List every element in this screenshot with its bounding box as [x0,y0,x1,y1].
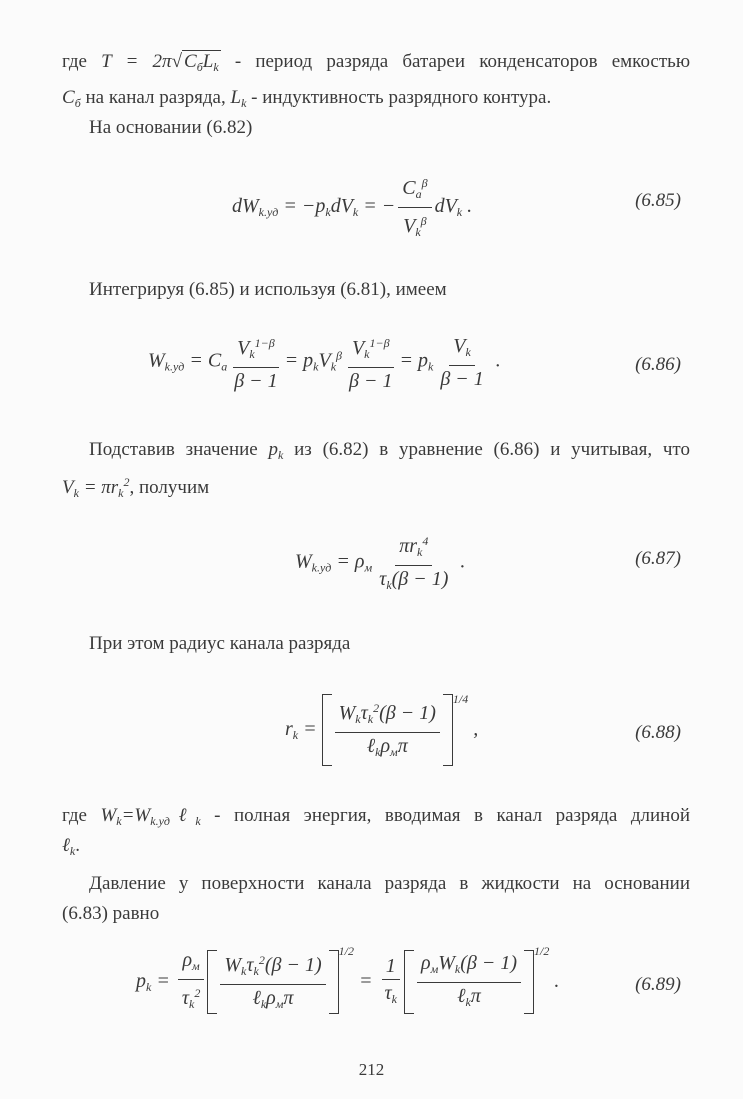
text-span: из (6.82) в уравнение (6.86) и учитывая, что [294,439,690,460]
text-span: где [62,51,87,72]
paragraph-line: (6.83) равно [62,903,160,924]
paragraph-line [62,470,690,505]
formula-inline: $p_k$ [268,439,284,462]
equation-6-87: $W_{k.уд} = \rho_м$ $\frac{\pi r_k^4}{\tau_k(\beta - 1)}$ . [295,530,465,596]
equation-6-88: $r_k$ = $\frac{W_k\tau_k^2(\beta - 1)}{\ell_k\rho_м\pi}$ $^{1/4}$ , [285,692,478,766]
paragraph-line: Давление у поверхности канала разряда в жидкости на основании [89,873,690,894]
equation-number: (6.87) [635,548,681,569]
formula-inline: $L_k$ [230,87,247,110]
formula-inline: ℓ$_k$ [62,835,76,858]
paragraph-line: Интегрируя (6.85) и используя (6.81), имеем [89,279,447,300]
equation-number: (6.85) [635,190,681,211]
page-number: 212 [358,1060,385,1079]
equation-number: (6.88) [635,722,681,743]
text-span: где [62,805,87,826]
formula-inline: T = 2π√ $C_бL_k$ [101,51,219,74]
formula-inline: $W_k=W_{k.уд}\ell_k$ [100,805,201,828]
paragraph-line [89,438,690,467]
equation-6-85: $dW_{k.уд} = -p_kdV_k$ = − $\frac{C_a^\beta}{V_k^\beta}$ $dV_k$ . [232,172,472,243]
equation-6-86: $W_{k.уд} = C_a$ $\frac{V_k^{1-\beta}}{\beta - 1}$ = $p_kV_k^\beta$ $\frac{V_k^{1-\beta}}{\beta - 1}$ = $p_k$ $\frac{V_k}{\beta - 1}$ . [148,332,501,392]
formula-inline: $C_б$ [62,87,81,110]
text-span: - период разряда батареи конденсаторов емкостью [234,51,691,72]
equation-number: (6.89) [635,974,681,995]
paragraph-line [62,50,690,79]
paragraph-line: При этом радиус канала разряда [89,633,351,654]
formula-inline: $V_k = \pi r_k^2$ [62,475,130,500]
text-span: - индуктивность разрядного контура. [251,87,552,108]
equation-number: (6.86) [635,354,681,375]
text-span: на канал разряда, [85,87,226,108]
paragraph-line [62,804,690,833]
text-span: Подставив значение [89,439,258,460]
paragraph-line: ℓ$_k$. [62,835,80,858]
paragraph-line [62,86,690,115]
paragraph-line: На основании (6.82) [89,117,253,138]
text-span: , получим [129,477,210,498]
text-span: - полная энергия, вводимая в канал разряда длиной [214,805,690,826]
equation-6-89: $p_k$ = $\frac{\rho_м}{\tau_k^2}$ $\frac{W_k\tau_k^2(\beta - 1)}{\ell_k\rho_м\pi}$ $^{1/2}$ = $\frac{1}{\tau_k}$ $\frac{\rho_мW_k(\beta - 1)}{\ell_k\pi}$ $^{1/2}$ . [136,944,559,1015]
